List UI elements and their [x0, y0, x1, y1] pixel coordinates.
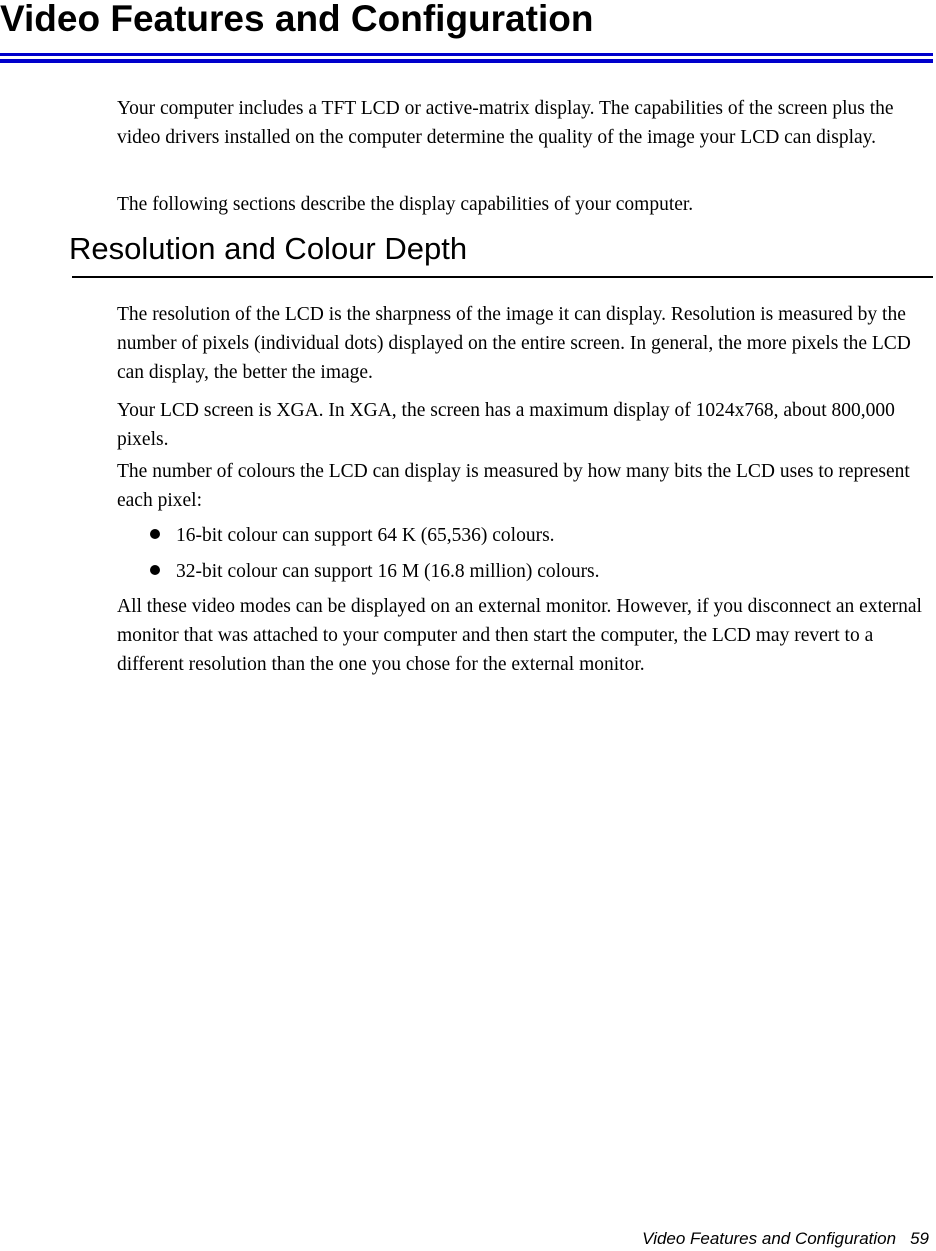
body-paragraph: The resolution of the LCD is the sharpness of the image it can display. Resolution is measured by the number of pixels (individual dots) displayed on the entire screen. In general, the more pixels the LCD can display, the better the image.	[117, 304, 911, 383]
bullet-item	[150, 521, 930, 550]
footer-title: Video Features and Configuration	[642, 1229, 897, 1248]
bullet-item	[150, 557, 930, 586]
title-rule-top	[0, 53, 933, 56]
body-paragraph: The number of colours the LCD can display is measured by how many bits the LCD uses to represent each pixel:	[117, 461, 910, 511]
body-paragraph: Your LCD screen is XGA. In XGA, the screen has a maximum display of 1024x768, about 800,000 pixels.	[117, 400, 895, 450]
title-rule-bottom	[0, 59, 933, 63]
intro-paragraph: Your computer includes a TFT LCD or active-matrix display. The capabilities of the screen plus the video drivers installed on the computer determine the quality of the image your LCD can display.	[117, 98, 894, 148]
section-rule	[72, 276, 933, 278]
bullet-icon	[150, 565, 160, 575]
bullet-icon	[150, 529, 160, 539]
bullet-text: 32-bit colour can support 16 M (16.8 million) colours.	[176, 561, 600, 582]
chapter-title: Video Features and Configuration	[0, 0, 594, 39]
section-title: Resolution and Colour Depth	[69, 231, 468, 266]
page-number: 59	[910, 1229, 929, 1248]
intro-paragraph: The following sections describe the display capabilities of your computer.	[117, 194, 694, 215]
bullet-text: 16-bit colour can support 64 K (65,536) colours.	[176, 525, 555, 546]
page-footer	[642, 1227, 929, 1251]
body-paragraph: All these video modes can be displayed on an external monitor. However, if you disconnect an external monitor that was attached to your computer and then start the computer, the LCD may revert to a different resolution than the one you chose for the external monitor.	[117, 596, 922, 675]
